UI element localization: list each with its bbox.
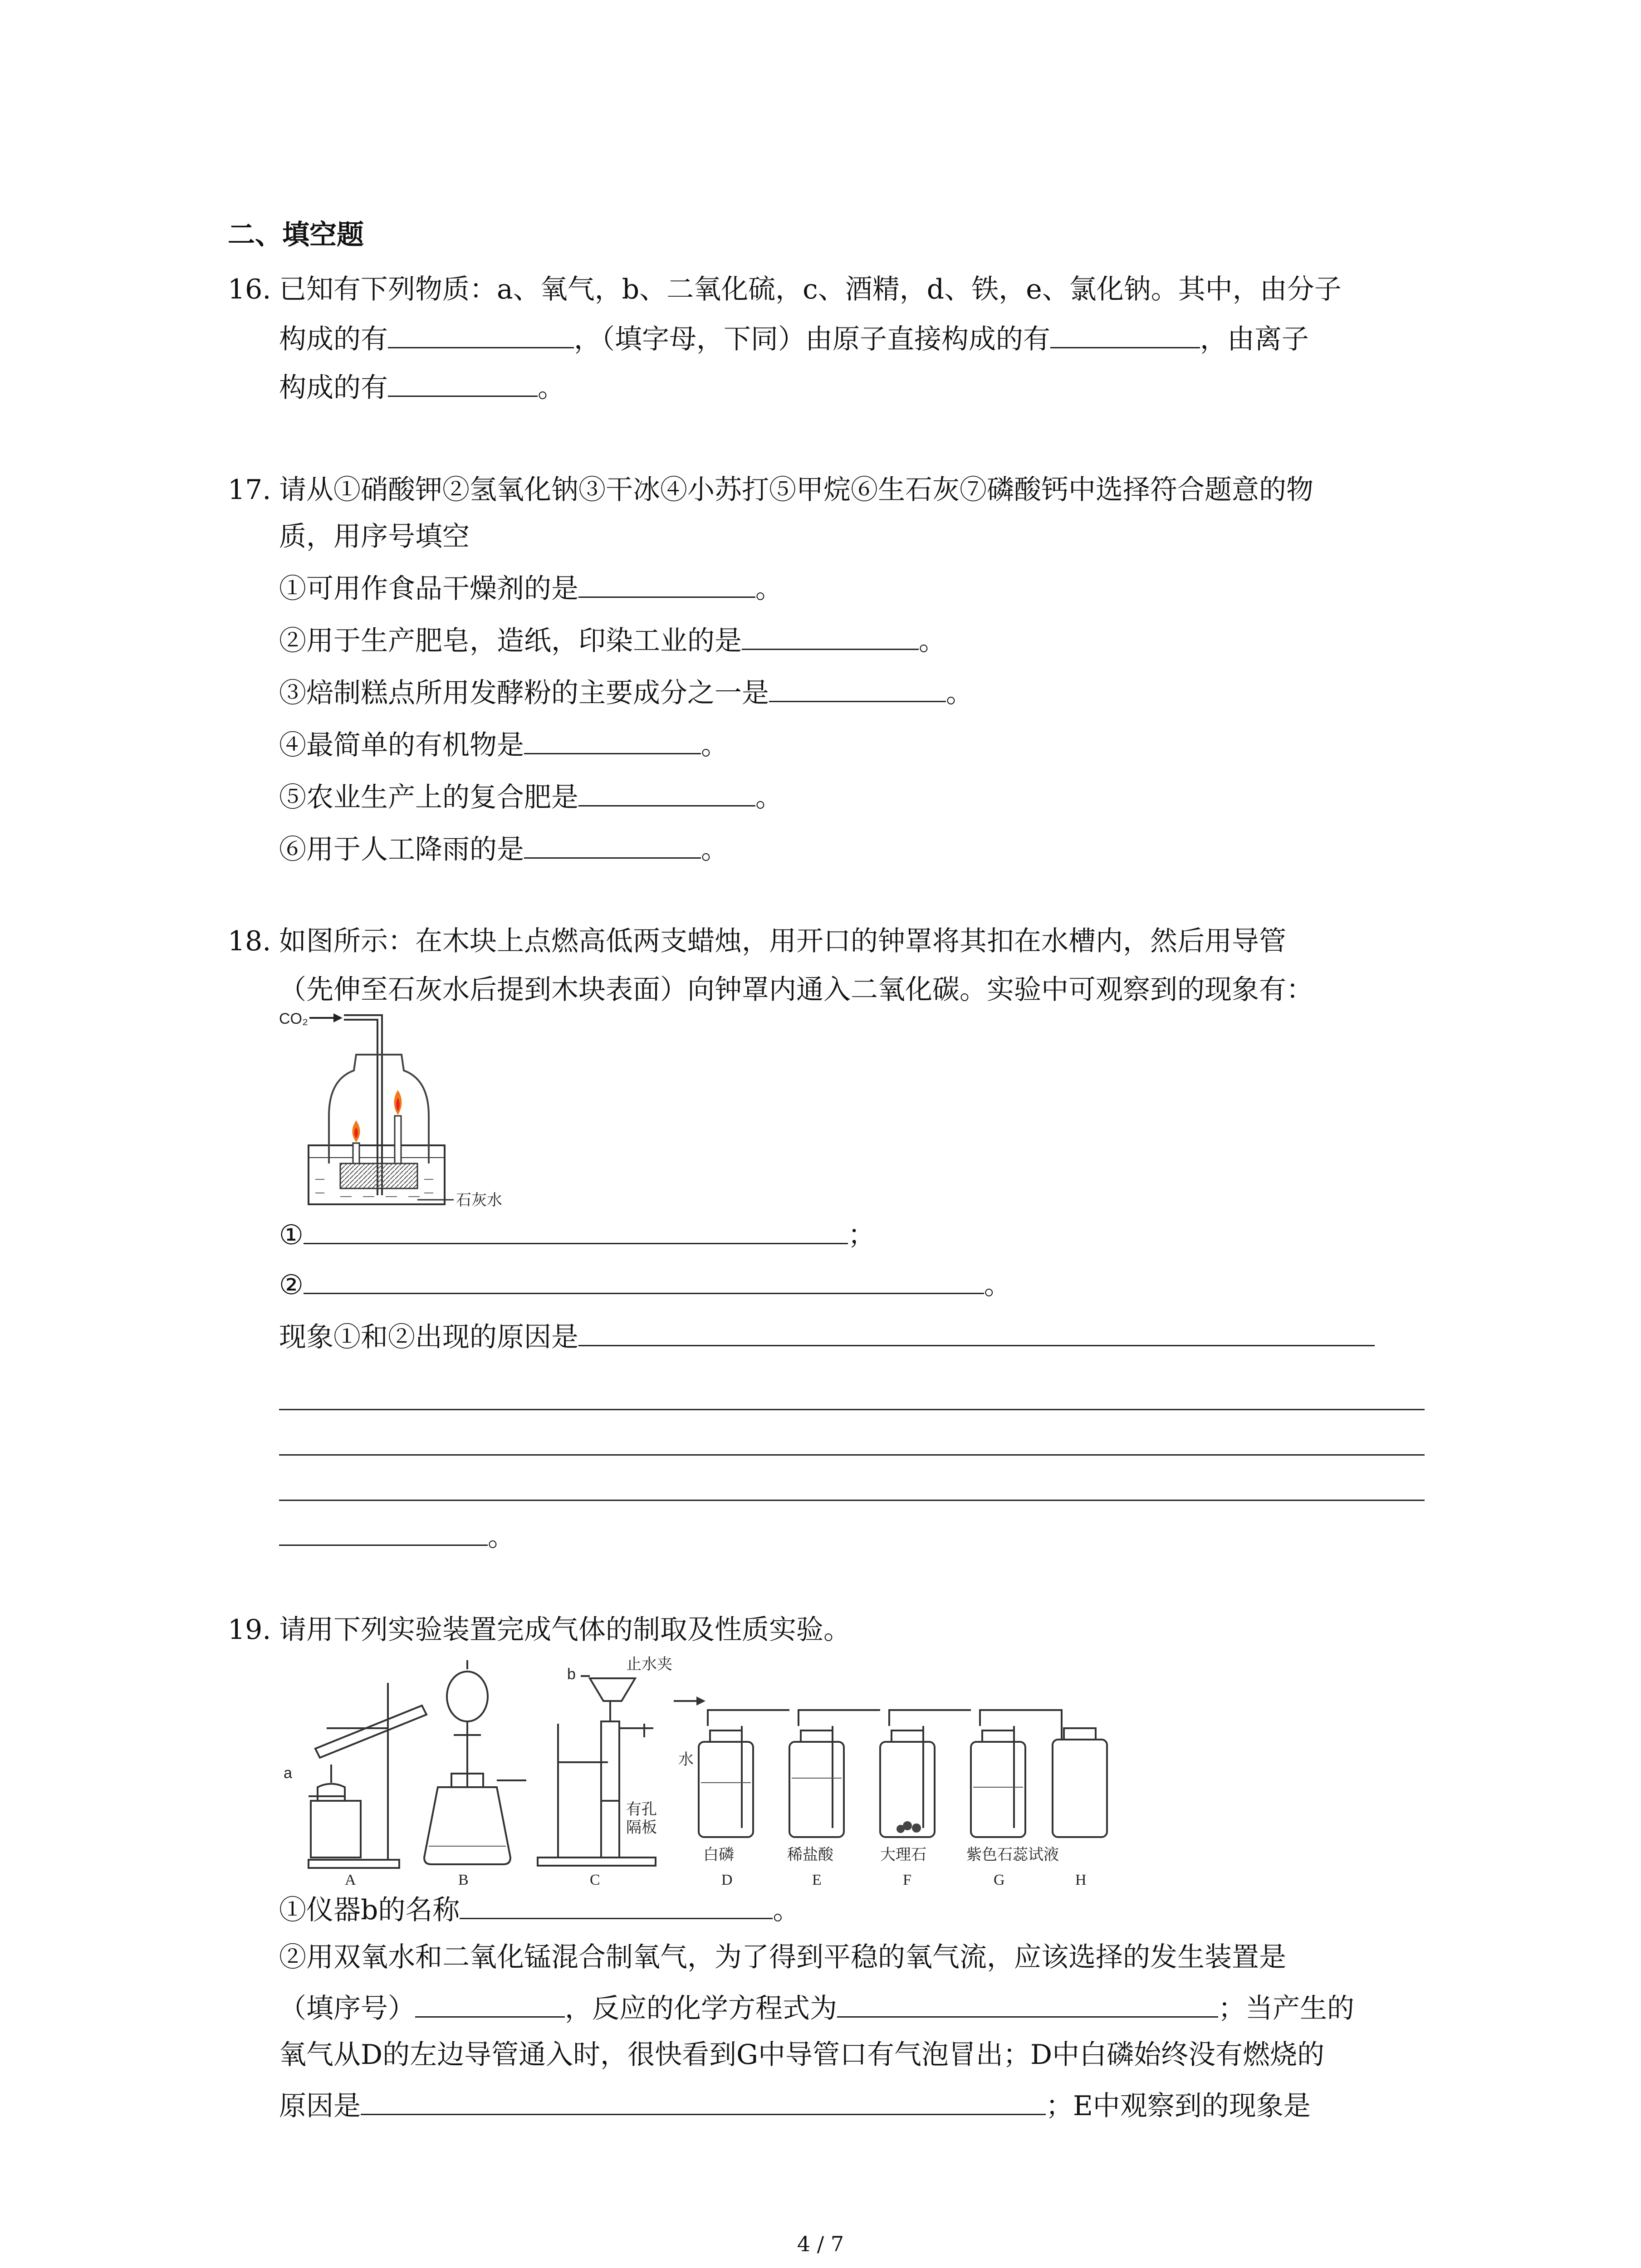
wood-block-a: [311, 1801, 361, 1857]
letter-h: H: [1075, 1872, 1087, 1887]
question-text: （先伸至石灰水后提到木块表面）向钟罩内通入二氧化碳。实验中可观察到的现象有：: [279, 974, 1313, 1006]
label-marble: 大理石: [880, 1846, 926, 1863]
answer-blank[interactable]: [460, 1891, 773, 1919]
answer-line[interactable]: [279, 1500, 1425, 1501]
flask-b: [424, 1787, 510, 1864]
question-text: 如图所示：在木块上点燃高低两支蜡烛，用开口的钟罩将其扣在水槽内，然后用导管: [279, 925, 1286, 957]
answer-blank[interactable]: [304, 1216, 848, 1244]
answer-blank[interactable]: [415, 1989, 565, 2018]
answer-line[interactable]: [279, 1409, 1425, 1410]
question-text: 质，用序号填空: [279, 521, 470, 552]
question-text: 已知有下列物质：a、氧气，b、二氧化硫，c、酒精，d、铁，e、氯化钠。其中，由分子: [279, 274, 1342, 305]
question-text: 请从①硝酸钾②氢氧化钠③干冰④小苏打⑤甲烷⑥生石灰⑦磷酸钙中选择符合题意的物: [279, 474, 1313, 506]
bottle-h: [1053, 1740, 1107, 1837]
letter-c: C: [590, 1872, 600, 1887]
sub-question-2-line: （填序号） ，反应的化学方程式为 ；当产生的: [279, 1989, 1354, 2027]
letter-g: G: [994, 1872, 1005, 1887]
test-tube-c: [601, 1721, 619, 1857]
letter-a: A: [345, 1872, 356, 1887]
label-clamp: 止水夹: [626, 1656, 672, 1673]
question-text-line: 构成的有 ，（填字母，下同）由原子直接构成的有 ，由离子: [279, 320, 1309, 357]
label-a: a: [284, 1765, 292, 1782]
answer-blank[interactable]: [388, 320, 574, 348]
answer-blank[interactable]: [1050, 320, 1200, 348]
sub-question-1: ①仪器b的名称 。: [279, 1891, 800, 1928]
page-number: 4 / 7: [797, 2232, 844, 2256]
sub-question-2-line: 氧气从D的左边导管通入时，很快看到G中导管口有气泡冒出；D中白磷始终没有燃烧的: [279, 2039, 1325, 2071]
letter-f: F: [903, 1872, 911, 1887]
letter-d: D: [721, 1872, 733, 1887]
bottle-e: [789, 1742, 844, 1837]
question-number: 16.: [228, 274, 271, 305]
question-text-line: 构成的有 。: [279, 368, 565, 406]
wood-block: [340, 1163, 417, 1188]
reason-line: 现象①和②出现的原因是: [279, 1318, 1375, 1355]
sub-question: ②用于生产肥皂，造纸，印染工业的是 。: [279, 621, 946, 659]
stand-base-c: [538, 1857, 656, 1866]
arrow-head-icon: [333, 1013, 343, 1022]
co2-label: CO₂: [279, 1010, 309, 1027]
answer-blank[interactable]: [578, 1318, 1375, 1346]
separatory-funnel: [447, 1672, 488, 1721]
label-b: b: [567, 1666, 576, 1683]
section-title: 二、填空题: [228, 219, 364, 251]
answer-blank[interactable]: [361, 2087, 1046, 2115]
sub-question: ⑤农业生产上的复合肥是 。: [279, 778, 783, 816]
question-number: 18.: [228, 925, 271, 957]
answer-blank[interactable]: [388, 368, 538, 397]
answer-blank[interactable]: [742, 621, 919, 650]
letter-b: B: [458, 1872, 469, 1887]
bell-jar: [329, 1055, 429, 1163]
answer-blank[interactable]: [769, 674, 946, 702]
answer-blank[interactable]: [524, 830, 701, 859]
stand-base-a: [309, 1860, 399, 1868]
answer-blank[interactable]: [578, 569, 755, 598]
phenomenon-1: ① ；: [279, 1216, 875, 1253]
sub-question: ⑥用于人工降雨的是 。: [279, 830, 728, 868]
question-number: 17.: [228, 474, 271, 506]
sub-question: ①可用作食品干燥剂的是 。: [279, 569, 783, 607]
low-candle: [353, 1143, 359, 1163]
answer-blank[interactable]: [524, 726, 701, 754]
answer-blank[interactable]: [304, 1266, 984, 1294]
sub-question: ③焙制糕点所用发酵粉的主要成分之一是 。: [279, 674, 973, 711]
arrow-head-icon: [696, 1696, 705, 1706]
label-white-phosphorus: 白磷: [703, 1846, 734, 1863]
bottle-d: [699, 1742, 753, 1837]
test-tube-a: [315, 1706, 426, 1758]
question-number: 19.: [228, 1614, 271, 1646]
alcohol-lamp: [318, 1784, 345, 1801]
answer-blank[interactable]: [578, 778, 755, 807]
answer-blank[interactable]: [279, 1517, 488, 1546]
sub-question-2: ②用双氧水和二氧化锰混合制氧气，为了得到平稳的氧气流，应该选择的发生装置是: [279, 1941, 1286, 1973]
funnel-c: [590, 1678, 635, 1701]
label-litmus: 紫色石蕊试液: [966, 1846, 1059, 1863]
answer-blank[interactable]: [837, 1989, 1218, 2018]
sub-question: ④最简单的有机物是 。: [279, 726, 728, 763]
answer-line[interactable]: [279, 1454, 1425, 1456]
limewater-label: 石灰水: [456, 1192, 502, 1209]
label-porous-2: 隔板: [626, 1819, 657, 1836]
phenomenon-2: ② 。: [279, 1266, 1011, 1303]
letter-e: E: [812, 1872, 822, 1887]
label-dilute-hcl: 稀盐酸: [787, 1846, 833, 1863]
label-water: 水: [678, 1751, 694, 1768]
sub-question-2-line: 原因是 ；E中观察到的现象是: [279, 2087, 1311, 2124]
reason-end: 。: [279, 1517, 515, 1555]
bell-jar-figure: [272, 1007, 526, 1234]
bottle-g: [971, 1742, 1025, 1837]
label-porous-1: 有孔: [626, 1801, 657, 1818]
apparatus-figure: [272, 1651, 1180, 1887]
high-candle: [395, 1116, 401, 1163]
question-text: 请用下列实验装置完成气体的制取及性质实验。: [279, 1614, 851, 1646]
